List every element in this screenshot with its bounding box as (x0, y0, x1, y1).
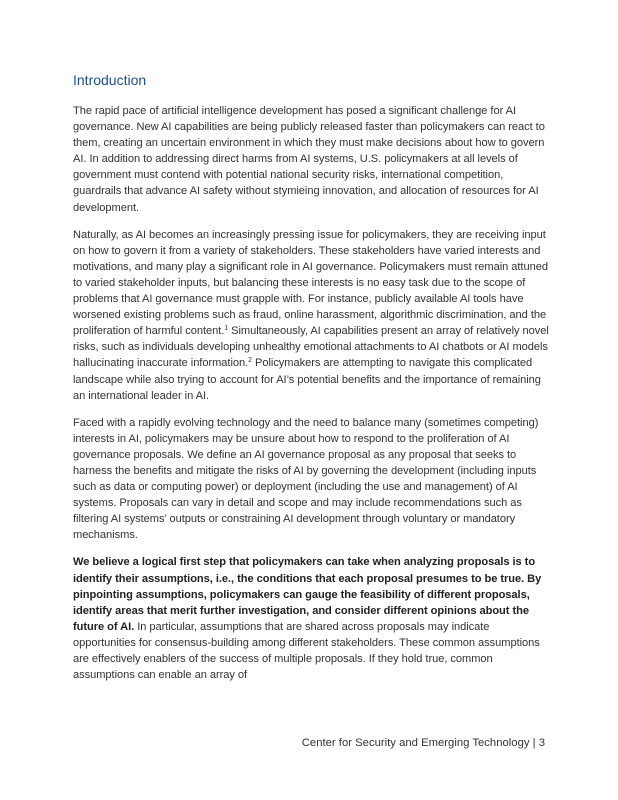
paragraph-2-text-a: Naturally, as AI becomes an increasingly pressing issue for policymakers, they are receiving input on how to govern it from a variety of stakeholders. These stakeholders have varied interests and motivations, and many play a significant role in AI governance. Policymakers must remain attuned to varied stakeholder inputs, but balancing these interests is no easy task due to the scope of problems that AI governance must grapple with. For instance, publicly available AI tools have worsened existing problems such as fraud, online harassment, algorithmic discrimination, and the proliferation of harmful content. (73, 228, 548, 338)
paragraph-1: The rapid pace of artificial intelligence development has posed a significant challenge for AI governance. New AI capabilities are being publicly released faster than policymakers can react to them, creating an uncertain environment in which they must make decisions about how to govern AI. In addition to addressing direct harms from AI systems, U.S. policymakers at all levels of government must contend with potential national security risks, international competition, guardrails that advance AI safety without stymieing innovation, and allocation of resources for AI development. (73, 105, 545, 214)
paragraph-4-text: In particular, assumptions that are shared across proposals may indicate opportunities for consensus-building among different stakeholders. These common assumptions are effectively enablers of the success of multiple proposals. If they hold true, common assumptions can enable an array of (73, 620, 540, 682)
footnote-ref-2[interactable]: 2 (248, 357, 252, 365)
footnote-ref-1[interactable]: 1 (224, 325, 229, 333)
paragraph-2 (73, 227, 549, 404)
paragraph-4 (73, 554, 549, 683)
paragraph-2-text-c: Policymakers are attempting to navigate this complicated landscape while also trying to account for AI’s potential benefits and the importance of remaining an international leader in AI. (73, 357, 541, 402)
page-footer: Center for Security and Emerging Technology | 3 (301, 737, 545, 749)
section-heading: Introduction (73, 72, 147, 88)
paragraph-3: Faced with a rapidly evolving technology and the need to balance many (sometimes competing) interests in AI, policymakers may be unsure about how to respond to the proliferation of AI governance proposals. We define an AI governance proposal as any proposal that seeks to harness the benefits and mitigate the risks of AI by governing the development (including inputs such as data or computing power) or deployment (including the use and management) of AI systems. Proposals can vary in detail and scope and may include recommendations such as filtering AI systems’ outputs or constraining AI development through voluntary or mandatory mechanisms. (73, 416, 539, 542)
paragraph-2-text-b: Simultaneously, AI capabilities present an array of relatively novel risks, such as individuals developing unhealthy emotional attachments to AI chatbots or AI models hallucinating inaccurate information. (73, 325, 549, 370)
paragraph-4-bold: We believe a logical first step that policymakers can take when analyzing proposals is to identify their assumptions, i.e., the conditions that each proposal presumes to be true. By pinpointing assumptions, policymakers can gauge the feasibility of different proposals, identify areas that merit further investigation, and consider different opinions about the future of AI. (73, 556, 542, 633)
body-text (73, 103, 549, 694)
